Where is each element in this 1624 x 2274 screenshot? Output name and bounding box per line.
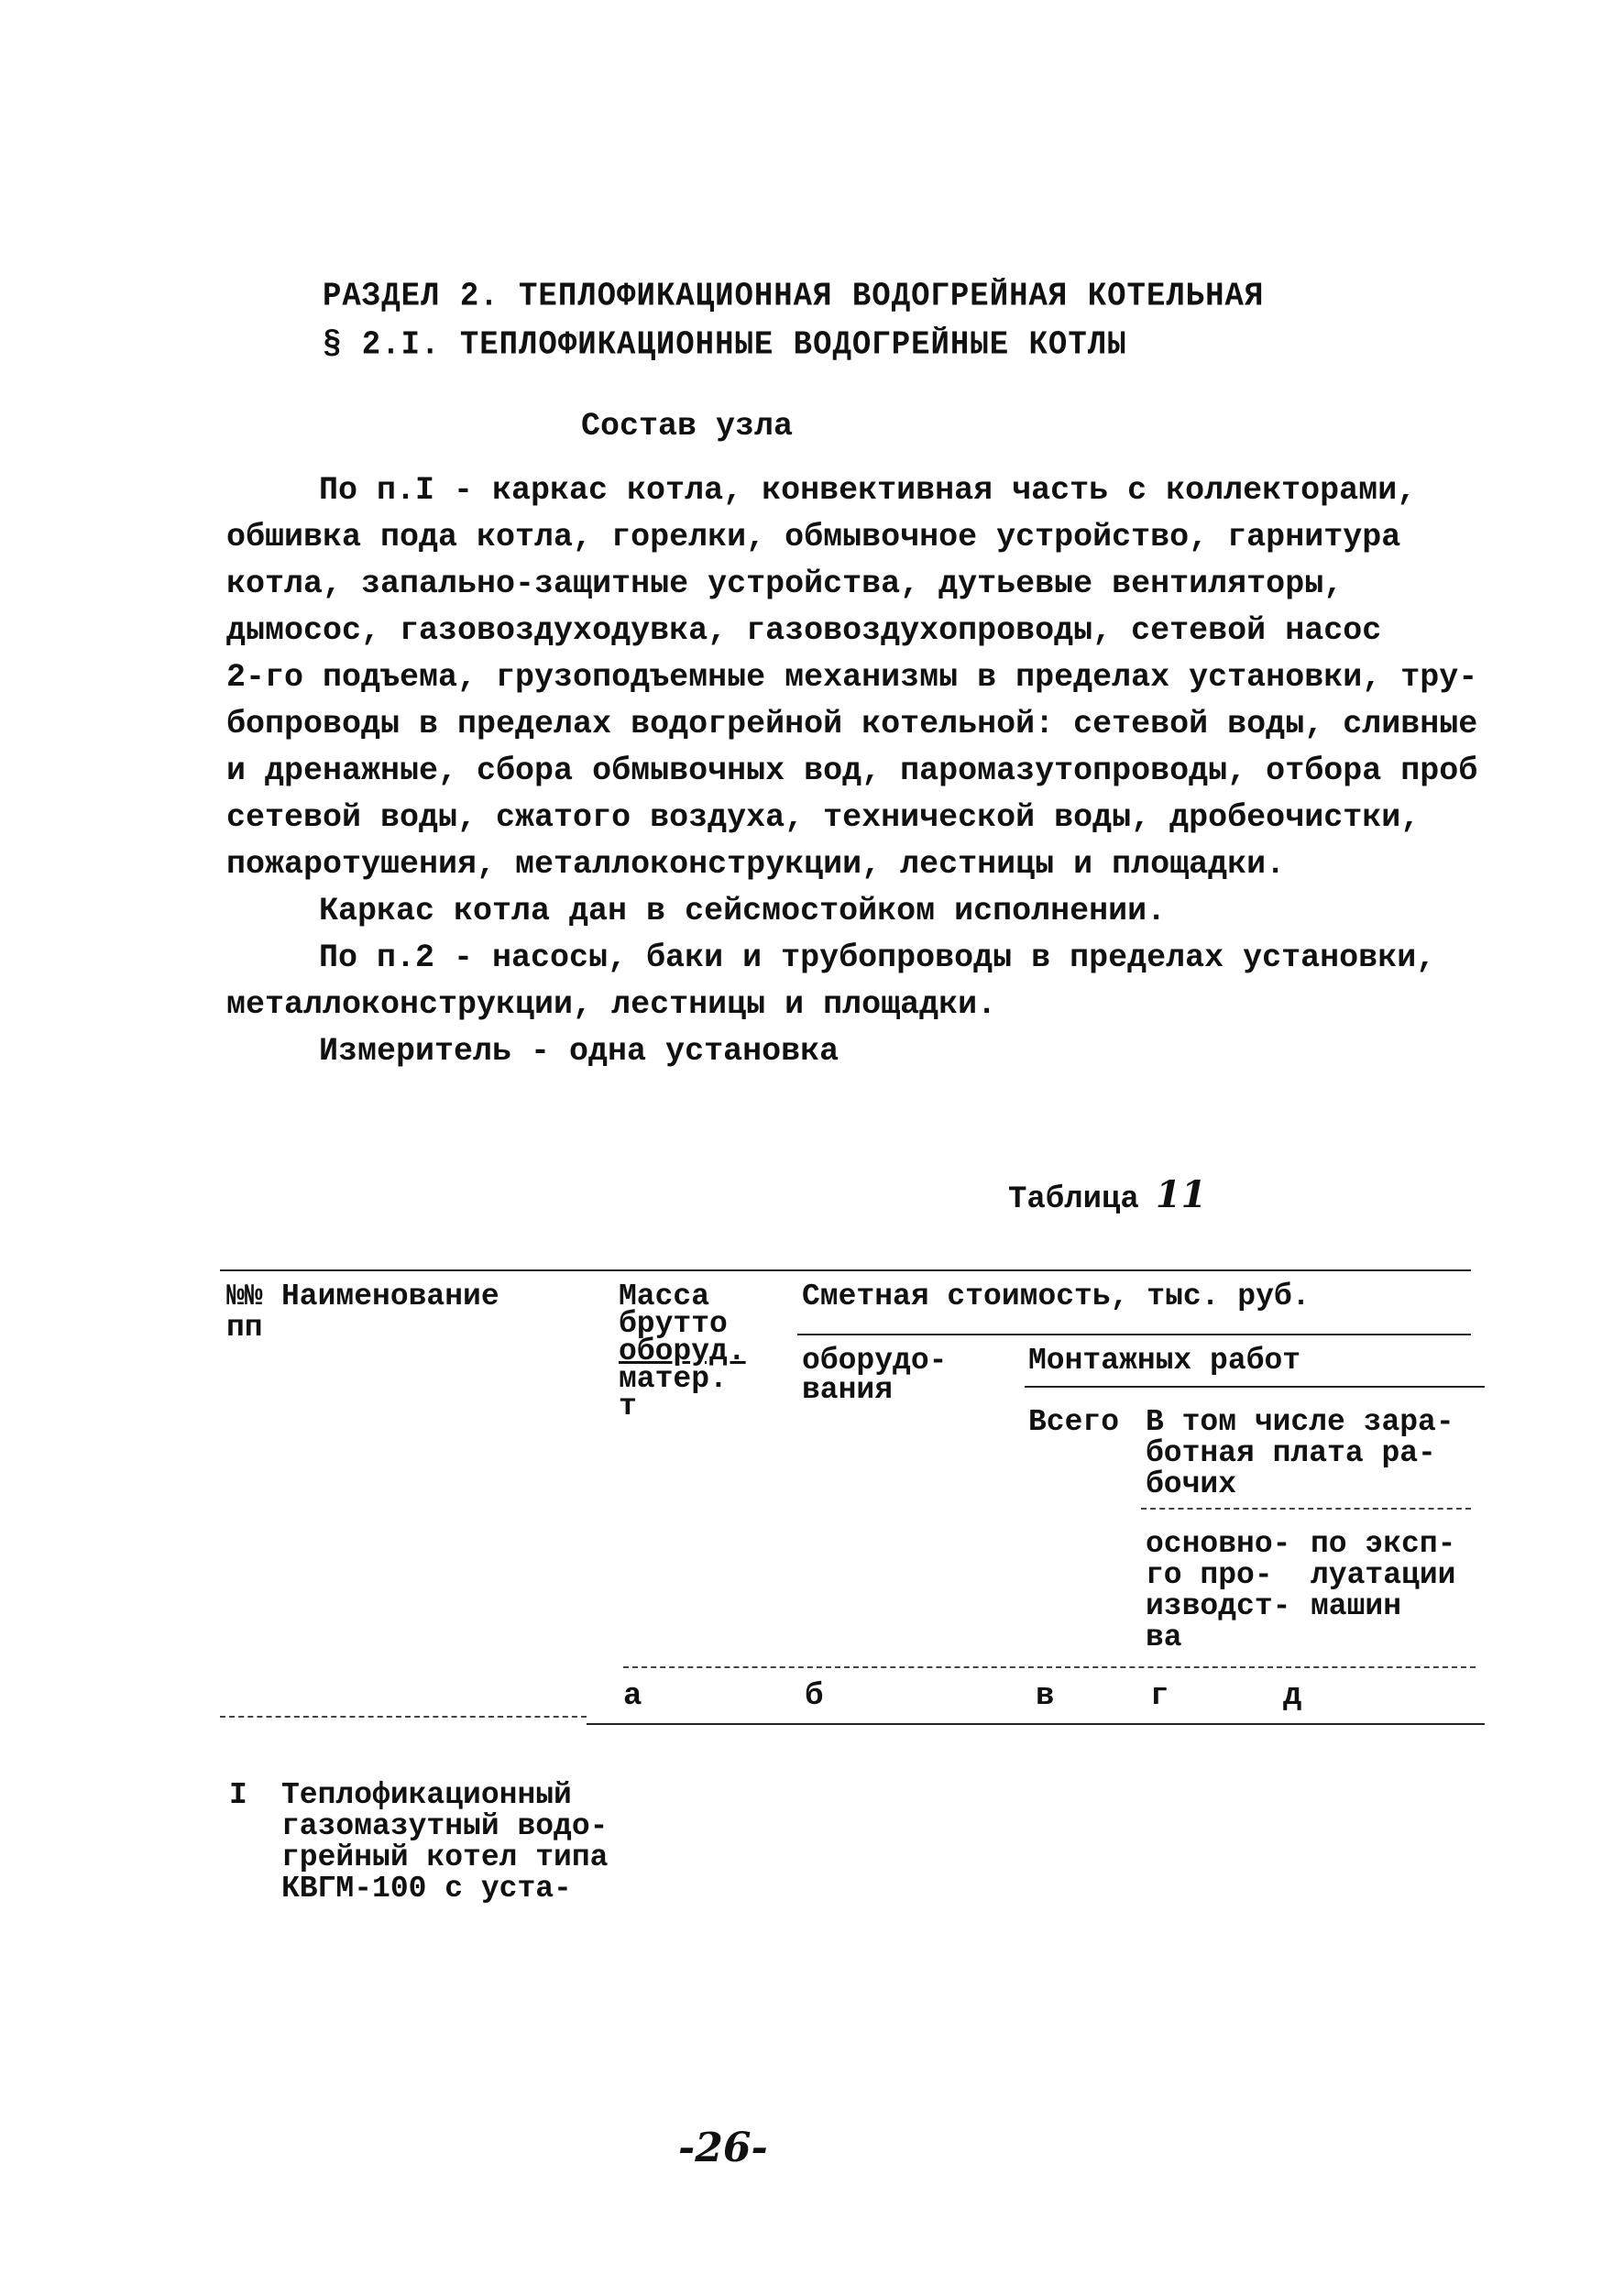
installation-subheader-rule: [1025, 1386, 1485, 1388]
column-letter-a: а: [623, 1679, 642, 1714]
header-equipment: оборудо-: [802, 1344, 948, 1378]
paragraph-line: Измеритель - одна установка: [319, 1033, 839, 1070]
paragraph-line: По п.2 - насосы, баки и трубопроводы в пределах установки,: [319, 939, 1436, 976]
paragraph-line: бопроводы в пределах водогрейной котельной: сетевой воды, сливные: [226, 706, 1478, 742]
composition-title: Состав узла: [581, 408, 794, 445]
column-letter-v: в: [1036, 1679, 1055, 1714]
header-wages-line: бочих: [1146, 1467, 1237, 1501]
row-name-line: газомазутный водо-: [281, 1809, 609, 1843]
header-bottom-rule: [623, 1666, 1476, 1668]
header-num-sub: пп: [226, 1311, 263, 1345]
header-mass-line: брутто: [619, 1307, 728, 1341]
header-machines-line: луатации: [1311, 1558, 1456, 1592]
row-name-line: Теплофикационный: [281, 1778, 572, 1812]
table-number: 11: [1155, 1173, 1207, 1216]
row-name-line: КВГМ-100 с уста-: [281, 1872, 572, 1906]
paragraph-line: 2-го подъема, грузоподъемные механизмы в пределах установки, тру-: [226, 659, 1478, 696]
header-num: №№: [226, 1280, 263, 1313]
row-number: I: [229, 1778, 247, 1812]
wages-subheader-rule: [1141, 1508, 1471, 1510]
paragraph-line: сетевой воды, сжатого воздуха, технической воды, дробеочистки,: [226, 799, 1421, 836]
header-machines-line: машин: [1311, 1589, 1402, 1623]
header-main-production-line: ва: [1146, 1620, 1182, 1654]
table-top-rule: [220, 1269, 1471, 1271]
column-letter-b: б: [805, 1679, 824, 1714]
letter-row-rule: [587, 1723, 1485, 1725]
paragraph-line: пожаротушения, металлоконструкции, лестницы и площадки.: [226, 846, 1286, 883]
page-number: -26-: [678, 2125, 768, 2171]
header-cost: Сметная стоимость, тыс. руб.: [802, 1280, 1311, 1313]
cost-subheader-rule: [797, 1334, 1471, 1335]
header-main-production: основно-: [1146, 1527, 1291, 1561]
header-main-production-line: го про-: [1146, 1558, 1273, 1592]
header-wages: В том числе зара-: [1146, 1405, 1454, 1439]
header-mass-line: оборуд.: [619, 1335, 746, 1368]
header-total: Всего: [1028, 1405, 1120, 1439]
table-caption: [1008, 1173, 1207, 1217]
header-main-production-line: изводст-: [1146, 1589, 1291, 1623]
paragraph-line: котла, запально-защитные устройства, дутьевые вентиляторы,: [226, 566, 1344, 602]
header-wages-line: ботная плата ра-: [1146, 1436, 1436, 1470]
row-name-line: грейный котел типа: [281, 1840, 609, 1874]
paragraph-line: дымосос, газовоздуходувка, газовоздухопроводы, сетевой насос: [226, 612, 1382, 649]
header-name: Наименование: [281, 1280, 499, 1313]
header-mass-unit: т: [619, 1390, 637, 1423]
column-letter-d: д: [1283, 1679, 1302, 1714]
left-letter-rule: [220, 1716, 587, 1718]
subsection-heading: § 2.I. ТЕПЛОФИКАЦИОННЫЕ ВОДОГРЕЙНЫЕ КОТЛЫ: [323, 327, 1127, 364]
paragraph-line: обшивка пода котла, горелки, обмывочное устройство, гарнитура: [226, 519, 1401, 555]
header-machines: по экcп-: [1311, 1527, 1456, 1561]
header-mass: Масса: [619, 1280, 710, 1313]
table-caption-label: Таблица: [1008, 1182, 1139, 1217]
paragraph-line: и дренажные, сбора обмывочных вод, паромазутопроводы, отбора проб: [226, 753, 1478, 789]
header-equipment-line: вания: [802, 1373, 894, 1407]
section-heading: РАЗДЕЛ 2. ТЕПЛОФИКАЦИОННАЯ ВОДОГРЕЙНАЯ КОТЕЛЬНАЯ: [323, 279, 1265, 315]
paragraph-line: металлоконструкции, лестницы и площадки.: [226, 986, 997, 1023]
header-installation: Монтажных работ: [1028, 1344, 1301, 1378]
header-mass-line: матер.: [619, 1362, 728, 1396]
column-letter-g: г: [1150, 1679, 1169, 1714]
paragraph-line: Каркас котла дан в сейсмостойком исполнении.: [319, 893, 1167, 929]
paragraph-line: По п.I - каркас котла, конвективная часть с коллекторами,: [319, 472, 1417, 509]
